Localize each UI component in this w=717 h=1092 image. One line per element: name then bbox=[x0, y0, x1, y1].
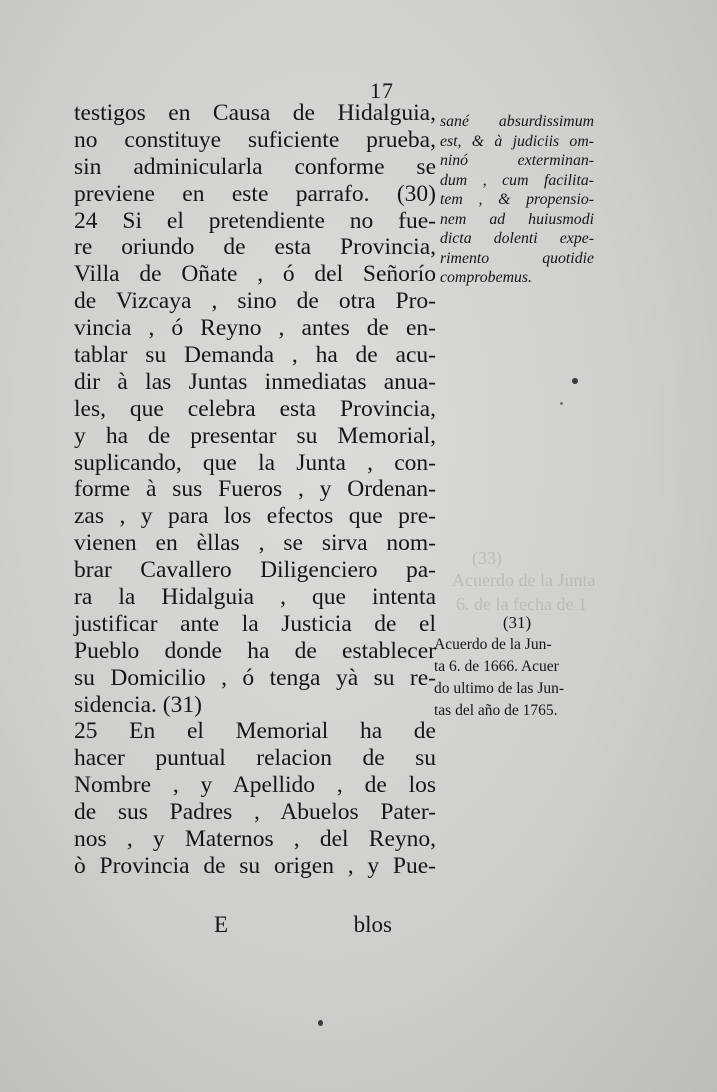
text-line: Villa de Oñate , ó del Señorío bbox=[74, 261, 436, 288]
text-line: nos , y Maternos , del Reyno, bbox=[74, 826, 436, 853]
text-line: sidencia. (31) bbox=[74, 691, 202, 718]
marginal-note-31 bbox=[434, 612, 600, 722]
note-line: est, & à judiciis om- bbox=[440, 132, 594, 150]
text-line: 24 Si el pretendiente no fue- bbox=[74, 207, 436, 234]
text-line: forme à sus Fueros , y Ordenan- bbox=[74, 476, 436, 503]
text-line: Nombre , y Apellido , de los bbox=[74, 772, 436, 799]
page-footer bbox=[80, 912, 392, 942]
note-line: Acuerdo de la Jun- bbox=[434, 636, 552, 653]
text-line: tablar su Demanda , ha de acu- bbox=[74, 342, 436, 369]
note-line: rimento quotidie bbox=[440, 249, 594, 267]
ink-speck bbox=[318, 1020, 323, 1026]
note-line: dum , cum facilita- bbox=[440, 171, 594, 189]
text-line: y ha de presentar su Memorial, bbox=[74, 422, 436, 449]
note-line: sané absurdissimum bbox=[440, 113, 594, 130]
text-line: vincia , ó Reyno , antes de en- bbox=[74, 315, 436, 342]
text-line: vienen en èllas , se sirva nom- bbox=[74, 530, 436, 557]
text-line: re oriundo de esta Provincia, bbox=[74, 234, 436, 261]
marginal-note-latin bbox=[440, 112, 594, 288]
text-line: Pueblo donde ha de establecer bbox=[74, 637, 436, 664]
bleed-through-text: 6. de la fecha de 1 bbox=[456, 594, 587, 614]
note-line: comprobemus. bbox=[440, 269, 532, 286]
text-line: zas , y para los efectos que pre- bbox=[74, 503, 436, 530]
ink-speck bbox=[560, 402, 563, 405]
note-line: nem ad huiusmodi bbox=[440, 210, 594, 228]
note-line: do ultimo de las Jun- bbox=[434, 680, 565, 697]
note-line: ta 6. de 1666. Acuer bbox=[434, 658, 559, 675]
ink-speck bbox=[572, 378, 578, 384]
page-number: 17 bbox=[370, 78, 394, 103]
text-line: testigos en Causa de Hidalguia, bbox=[74, 100, 436, 126]
bleed-through-text: (33) bbox=[472, 548, 502, 568]
bleed-through-text: Acuerdo de la Junta bbox=[452, 570, 596, 590]
text-line: hacer puntual relacion de su bbox=[74, 745, 436, 772]
catchword: blos bbox=[353, 912, 392, 937]
note-line: ninó exterminan- bbox=[440, 152, 594, 169]
text-line: su Domicilio , ó tenga yà su re- bbox=[74, 664, 436, 691]
signature-mark: E bbox=[214, 912, 229, 937]
text-line: 25 En el Memorial ha de bbox=[74, 718, 436, 745]
text-line: justificar ante la Justicia de el bbox=[74, 610, 436, 637]
text-line: les, que celebra esta Provincia, bbox=[74, 395, 436, 422]
text-line: suplicando, que la Junta , con- bbox=[74, 449, 436, 476]
text-line: de sus Padres , Abuelos Pater- bbox=[74, 799, 436, 826]
text-line: de Vizcaya , sino de otra Pro- bbox=[74, 288, 436, 315]
text-line: ra la Hidalguia , que intenta bbox=[74, 584, 436, 611]
text-line: no constituye suficiente prueba, bbox=[74, 126, 436, 153]
text-line: ò Provincia de su origen , y Pue- bbox=[74, 852, 436, 879]
text-line: brar Cavallero Diligenciero pa- bbox=[74, 557, 436, 584]
main-text-column bbox=[74, 100, 436, 880]
note-line: dicta dolenti expe- bbox=[440, 230, 594, 247]
note-line: tas del año de 1765. bbox=[434, 702, 558, 719]
text-line: dir à las Juntas inmediatas anua- bbox=[74, 368, 436, 395]
text-line: sin adminicularla conforme se bbox=[74, 153, 436, 180]
text-line: previene en este parrafo. (30) bbox=[74, 180, 436, 207]
note-line: tem , & propensio- bbox=[440, 191, 594, 208]
note-number: (31) bbox=[502, 613, 532, 632]
